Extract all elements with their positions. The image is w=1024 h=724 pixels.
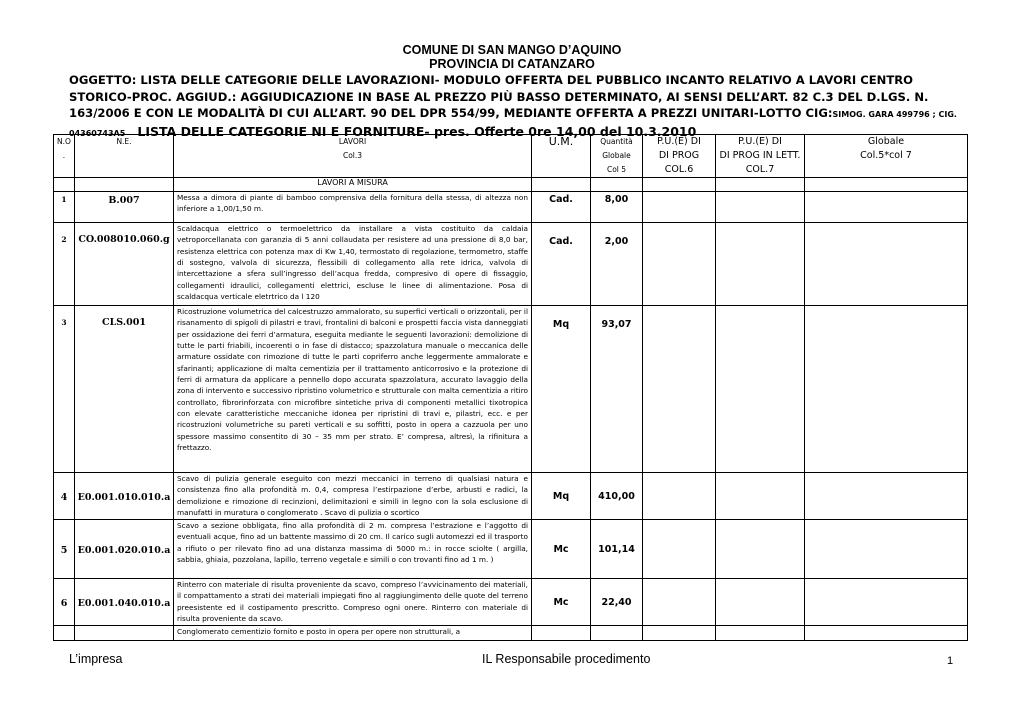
row-number: 4 [54, 473, 75, 520]
col-header-pu: P.U.(E) DI DI PROG COL.6 [643, 135, 716, 178]
row-pu[interactable] [643, 473, 716, 520]
row-pu-lettere[interactable] [716, 192, 805, 223]
row-pu[interactable] [643, 626, 716, 641]
row-globale[interactable] [805, 223, 968, 306]
subject-lista: LISTA DELLE CATEGORIE NI E FORNITURE- pres. Offerte 0re 14,00 del 10.3.2010 [137, 123, 697, 139]
col-header-lavori: LAVORI Col.3 [174, 135, 532, 178]
row-code: E0.001.040.010.a [75, 579, 174, 626]
row-pu-lettere[interactable] [716, 520, 805, 579]
row-um: Cad. [532, 192, 591, 223]
subject-paragraph [69, 72, 959, 142]
row-description: Scaldacqua elettrico o termoelettrico da installare a vista costituito da caldaia vetroporcellanata con garanzia di 5 anni collaudata per resistere ad una pressione di 8,0 bar, resistenza elettrica con potenza max di Kw 1,40, termostato di regolazione, termometro, staffe di sostegno, valvola di sicurezza, flessibili di collegamento alla rete idrica, valvola di intercettazione a sfera sull’ingresso dell’acqua fredda, compresivo di opere di fissaggio, collegamenti idraulici, collegamenti elettrici, escluse le linee di alimentazione. Posa di scaldacqua verticale eletrtrico da l 120 [174, 223, 532, 306]
row-um: Mc [532, 520, 591, 579]
row-quantity: 8,00 [591, 192, 643, 223]
header-provincia: PROVINCIA DI CATANZARO [429, 57, 595, 71]
row-pu[interactable] [643, 192, 716, 223]
row-quantity: 101,14 [591, 520, 643, 579]
table-row [54, 473, 968, 520]
row-pu-lettere[interactable] [716, 579, 805, 626]
col-header-um: U.M. [532, 135, 591, 178]
section-label: LAVORI A MISURA [174, 178, 532, 192]
row-code: E0.001.010.010.a [75, 473, 174, 520]
col-header-globale: Globale Col.5*col 7 [805, 135, 968, 178]
row-quantity: 410,00 [591, 473, 643, 520]
footer-impresa: L’impresa [69, 652, 123, 666]
table-row [54, 192, 968, 223]
row-pu[interactable] [643, 306, 716, 473]
row-globale[interactable] [805, 192, 968, 223]
table-row [54, 520, 968, 579]
subject-main: OGGETTO: LISTA DELLE CATEGORIE DELLE LAVORAZIONI- MODULO OFFERTA DEL PUBBLICO INCANTO RELATIVO A LAVORI CENTRO STORICO-PROC. AGGIUD.: AGGIUDICAZIONE IN BASE AL PREZZO PIÙ BASSO DETERMINATO, AI SENSI DELL’ART. 82 C.3 DEL D.LGS. N. 163/2006 E CON LE MODALITÀ DI CUI ALL’ART. 90 DEL DPR 554/99, MEDIANTE OFFERTA A PREZZI UNITARI-LOTTO CIG: [69, 73, 929, 120]
row-um: Mc [532, 579, 591, 626]
row-number: 6 [54, 579, 75, 626]
col-header-ne: N.E. [75, 135, 174, 178]
row-pu[interactable] [643, 223, 716, 306]
row-um: Cad. [532, 223, 591, 306]
table-row [54, 306, 968, 473]
row-description: Conglomerato cementizio fornito e posto in opera per opere non strutturali, a [174, 626, 532, 641]
row-code: B.007 [75, 192, 174, 223]
row-number: 5 [54, 520, 75, 579]
row-code: CO.008010.060.g [75, 223, 174, 306]
row-globale[interactable] [805, 520, 968, 579]
footer-responsabile: IL Responsabile procedimento [482, 652, 651, 666]
row-code: E0.001.020.010.a [75, 520, 174, 579]
row-um [532, 626, 591, 641]
row-globale[interactable] [805, 473, 968, 520]
page-number: 1 [947, 655, 954, 667]
col-header-quantita: Quantità Globale Col 5 [591, 135, 643, 178]
table-header-row [54, 135, 968, 178]
row-pu-lettere[interactable] [716, 223, 805, 306]
row-pu[interactable] [643, 579, 716, 626]
row-quantity: 2,00 [591, 223, 643, 306]
categories-table [53, 134, 968, 641]
subject-cig: SIMOG. GARA 499796 ; CIG. 04360743A5 [69, 110, 957, 138]
row-pu-lettere[interactable] [716, 473, 805, 520]
row-um: Mq [532, 473, 591, 520]
table-row [54, 626, 968, 641]
row-code: CLS.001 [75, 306, 174, 473]
row-globale[interactable] [805, 579, 968, 626]
row-description: Scavo di pulizia generale eseguito con mezzi meccanici in terreno di qualsiasi natura e consistenza fino alla profondità m. 0,4, compresa l’estirpazione d’erbe, arbusti e radici, la demolizione e rimozione di recinzioni, delimitazioni e simili in legno con la sola esclusione di manufatti in muratura o conglomerato . Scavo di pulizia o scortico [174, 473, 532, 520]
row-pu-lettere[interactable] [716, 306, 805, 473]
row-globale[interactable] [805, 306, 968, 473]
row-um: Mq [532, 306, 591, 473]
row-quantity: 22,40 [591, 579, 643, 626]
row-quantity: 93,07 [591, 306, 643, 473]
table-row [54, 223, 968, 306]
row-number: 3 [54, 306, 75, 473]
row-number [54, 626, 75, 641]
row-description: Scavo a sezione obbligata, fino alla profondità di 2 m. compresa l’estrazione e l’aggotto di eventuali acque, fino ad un battente massimo di 20 cm. Il carico sugli automezzi ed il trasporto a rifiuto o per rilevato fino ad una distanza massima di 5000 m.: in rocce sciolte ( argilla, sabbia, ghiaia, pozzolana, lapillo, terreno vegetale e simili o con trovanti fino ad 1 m. ) [174, 520, 532, 579]
row-number: 1 [54, 192, 75, 223]
row-number: 2 [54, 223, 75, 306]
row-quantity [591, 626, 643, 641]
header-comune: COMUNE DI SAN MANGO D’AQUINO [402, 43, 622, 57]
table-row [54, 579, 968, 626]
row-description: Messa a dimora di piante di bamboo comprensiva della fornitura della stessa, di altezza non inferiore a 1,00/1,50 m. [174, 192, 532, 223]
row-pu-lettere[interactable] [716, 626, 805, 641]
row-pu[interactable] [643, 520, 716, 579]
col-header-pu-lettere: P.U.(E) DI DI PROG IN LETT. COL.7 [716, 135, 805, 178]
section-row [54, 178, 968, 192]
row-description: Rinterro con materiale di risulta proveniente da scavo, compreso l’avvicinamento dei materiali, il compattamento a strati dei materiali impiegati fino al raggiungimento delle quote del terreno preesistente ed il costipamento prescritto. Compreso ogni onere. Rinterro con materiale di risulta proveniente da scavo. [174, 579, 532, 626]
row-description: Ricostruzione volumetrica del calcestruzzo ammalorato, su superfici verticali o orizzontali, per il risanamento di spigoli di pilastri e travi, frontalini di balconi e prospetti faccia vista danneggiati per ossidazione dei ferri d’armatura, eseguita mediante le seguenti lavorazioni: demolizione di tutte le parti friabili, incoerenti o in fase di distacco; spazzolatura manuale o meccanica delle armature ossidate con rimozione di tutte le parti copriferro anche leggermente ammalorate e sfarinanti; applicazione di malta cementizia per il trattamento anticorrosivo e la protezione di ferri di armatura da applicare a pennello dopo accurata spazzolatura, accurato lavaggio della zona di intervento e successivo ripristino volumetrico e strutturale con malta cementizia a ritiro controllato, fibrorinforzata con microfibre sintetiche priva di componenti metallici tixotropica con elevate caratteristiche meccaniche idonea per ripristini di travi e, pilastri, ecc. e per ricostruzioni volumetriche su pareti verticali e su soffitti, posto in opera a cazzuola per uno spessore massimo consentito di 30 – 35 mm per strato. E’ compresa, altresì, la rifinitura a frettazzo. [174, 306, 532, 473]
row-globale[interactable] [805, 626, 968, 641]
col-header-no: N.O . [54, 135, 75, 178]
row-code [75, 626, 174, 641]
